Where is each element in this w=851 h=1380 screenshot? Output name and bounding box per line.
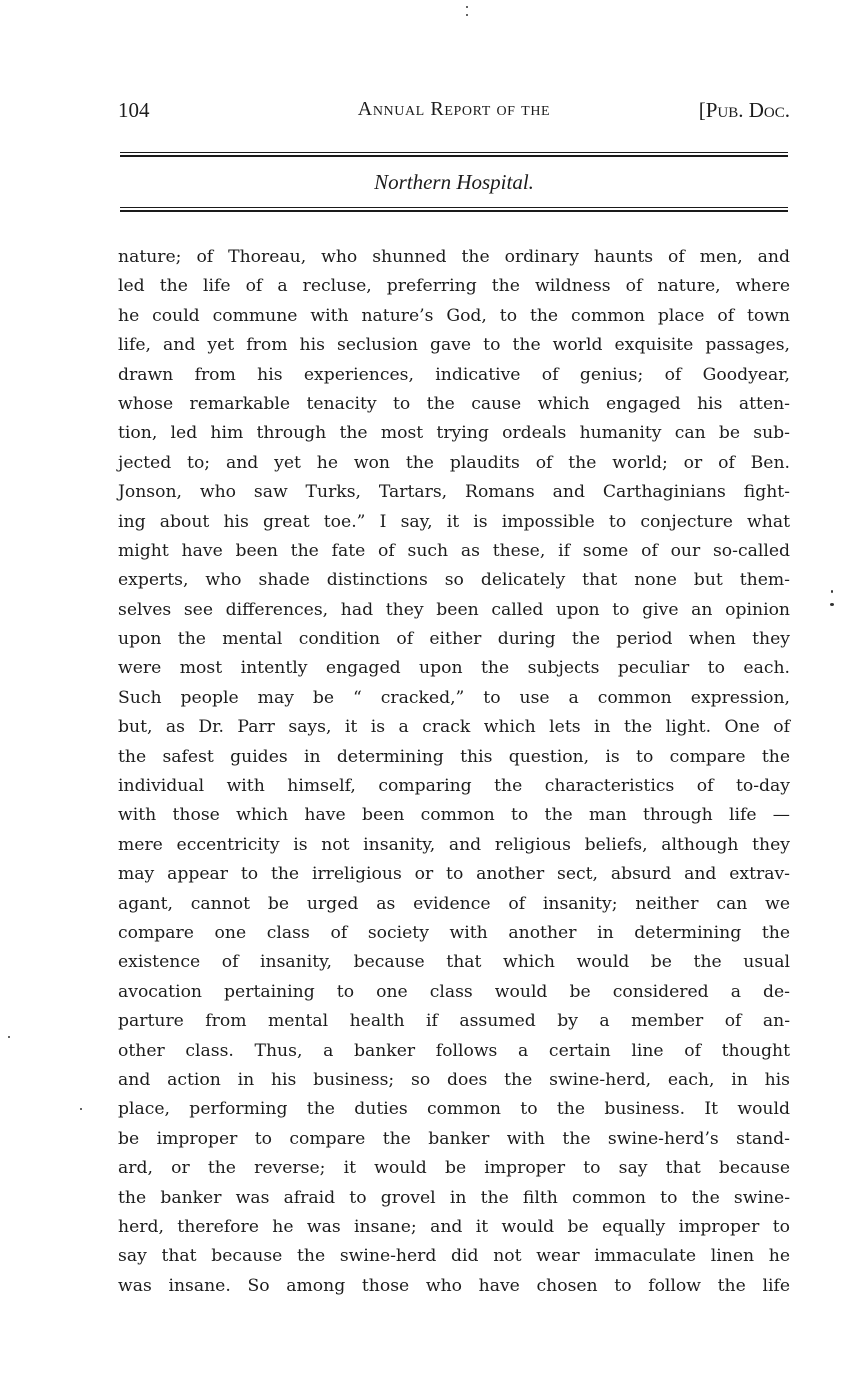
text-line: Jonson, who saw Turks, Tartars, Romans and Carthaginians fight- <box>118 482 790 503</box>
text-line: and action in his business; so does the swine-herd, each, in his <box>118 1069 790 1090</box>
document-reference: [Pub. Doc. <box>698 98 790 122</box>
text-line: but, as Dr. Parr says, it is a crack which lets in the light. One of <box>118 717 790 738</box>
running-head <box>118 98 790 128</box>
text-line: drawn from his experiences, indicative of genius; of Goodyear, <box>118 364 790 385</box>
scan-speck <box>466 6 468 8</box>
top-rule-thin <box>120 152 788 153</box>
text-line: mere eccentricity is not insanity, and religious beliefs, although they <box>118 834 790 855</box>
scan-speck <box>831 590 833 593</box>
text-line: jected to; and yet he won the plaudits of the world; or of Ben. <box>118 452 790 473</box>
top-rule-thick <box>120 155 788 157</box>
text-line: with those which have been common to the man through life — <box>118 805 790 826</box>
text-line: selves see differences, had they been called upon to give an opinion <box>118 599 790 620</box>
text-line: whose remarkable tenacity to the cause which engaged his atten- <box>118 393 790 414</box>
text-line: compare one class of society with another in determining the <box>118 922 790 943</box>
text-line: ing about his great toe.” I say, it is impossible to conjecture what <box>118 511 790 532</box>
scan-speck <box>830 603 834 606</box>
text-line: say that because the swine-herd did not wear immaculate linen he <box>118 1246 790 1267</box>
text-line: other class. Thus, a banker follows a certain line of thought <box>118 1040 790 1061</box>
text-line: experts, who shade distinctions so delicately that none but them- <box>118 570 790 591</box>
report-title: Annual Report of the <box>357 98 551 120</box>
text-line: individual with himself, comparing the characteristics of to-day <box>118 776 790 797</box>
text-line: existence of insanity, because that which would be the usual <box>118 952 790 973</box>
scan-speck <box>8 1036 10 1038</box>
text-line: he could commune with nature’s God, to the common place of town <box>118 305 790 326</box>
body-text <box>118 243 790 1301</box>
text-line: might have been the fate of such as these, if some of our so-called <box>118 540 790 561</box>
text-line: herd, therefore he was insane; and it would be equally improper to <box>118 1216 790 1237</box>
text-line: place, performing the duties common to the business. It would <box>118 1099 790 1120</box>
text-line: nature; of Thoreau, who shunned the ordinary haunts of men, and <box>118 247 790 267</box>
section-title: Northern Hospital. <box>374 170 534 194</box>
text-line: were most intently engaged upon the subjects peculiar to each. <box>118 658 790 679</box>
text-line: was insane. So among those who have chosen to follow the life <box>118 1275 790 1296</box>
text-line: Such people may be “ cracked,” to use a common expression, <box>118 687 790 708</box>
text-line: parture from mental health if assumed by a member of an- <box>118 1011 790 1032</box>
text-line: ard, or the reverse; it would be improper to say that because <box>118 1158 790 1179</box>
text-line: the banker was afraid to grovel in the filth common to the swine- <box>118 1187 790 1208</box>
text-line: be improper to compare the banker with the swine-herd’s stand- <box>118 1128 790 1149</box>
text-line: agant, cannot be urged as evidence of insanity; neither can we <box>118 893 790 914</box>
bottom-rule-thin <box>120 207 788 208</box>
bottom-rule-thick <box>120 210 788 212</box>
text-line: upon the mental condition of either during the period when they <box>118 629 790 650</box>
text-line: life, and yet from his seclusion gave to the world exquisite passages, <box>118 335 790 356</box>
scan-speck <box>466 14 468 16</box>
text-line: tion, led him through the most trying ordeals humanity can be sub- <box>118 423 790 444</box>
text-line: the safest guides in determining this question, is to compare the <box>118 746 790 767</box>
text-line: may appear to the irreligious or to another sect, absurd and extrav- <box>118 864 790 885</box>
text-line: led the life of a recluse, preferring the wildness of nature, where <box>118 276 790 297</box>
text-line: avocation pertaining to one class would be considered a de- <box>118 981 790 1002</box>
scan-speck <box>80 1108 82 1110</box>
page-number: 104 <box>118 98 150 122</box>
